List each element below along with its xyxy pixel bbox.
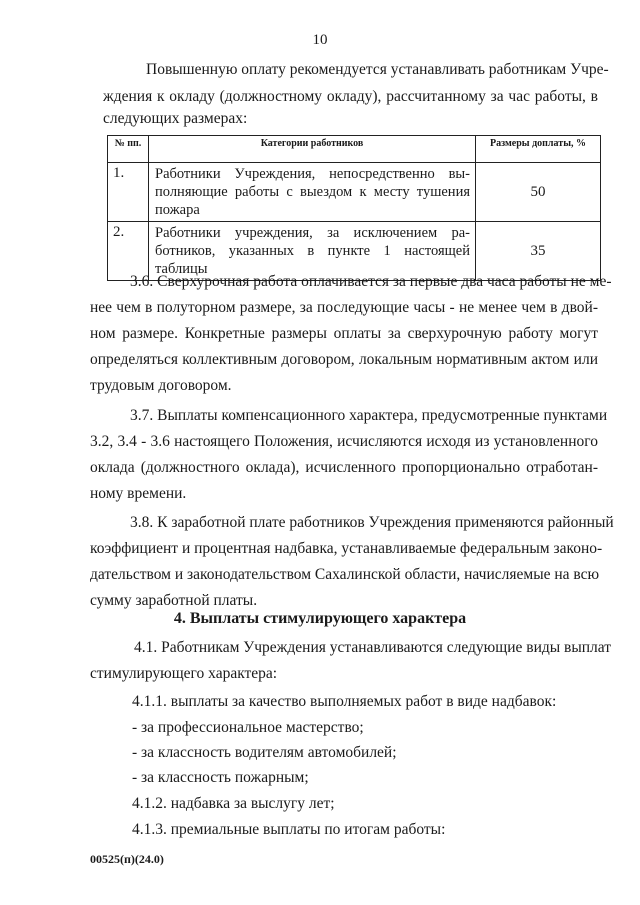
intro-line: следующих размерах: xyxy=(103,110,248,127)
paragraph-3-8-line: 3.8. К заработной плате работников Учреждения применяются районный xyxy=(130,514,614,531)
paragraph-3-7-line: 3.2, 3.4 - 3.6 настоящего Положения, исчисляются исходя из установленного xyxy=(90,433,598,450)
intro-line: ждения к окладу (должностному окладу), рассчитанному за час работы, в xyxy=(103,88,598,105)
row-rate: 50 xyxy=(476,163,601,222)
category-line: полняющие работы с выездом к месту тушения xyxy=(155,184,470,200)
header-rate: Размеры доплаты, % xyxy=(476,136,601,163)
row-number: 2. xyxy=(108,222,149,281)
category-line: ботников, указанных в пункте 1 настоящей xyxy=(155,243,470,259)
row-category xyxy=(149,163,476,222)
page-number: 10 xyxy=(312,32,328,48)
paragraph-3-8-line: коэффициент и процентная надбавка, устанавливаемые федеральным законо- xyxy=(90,540,603,557)
list-item: - за профессиональное мастерство; xyxy=(132,719,364,736)
section-heading: 4. Выплаты стимулирующего характера xyxy=(173,610,467,627)
paragraph-3-6-line: 3.6. Сверхурочная работа оплачивается за первые два часа работы не ме- xyxy=(130,273,612,290)
paragraph-3-7-line: оклада (должностного оклада), исчисленного пропорционально отработан- xyxy=(90,459,598,476)
paragraph-3-6-line: определяться коллективным договором, локальным нормативным актом или xyxy=(90,351,598,368)
list-item: 4.1.2. надбавка за выслугу лет; xyxy=(132,795,335,812)
list-item: - за классность пожарным; xyxy=(132,769,309,786)
paragraph-4-1-line: стимулирующего характера: xyxy=(90,665,278,682)
paragraph-3-7-line: 3.7. Выплаты компенсационного характера, предусмотренные пунктами xyxy=(130,407,608,424)
paragraph-3-6-line: нее чем в полуторном размере, за последующие часы - не менее чем в двой- xyxy=(90,299,598,316)
document-code: 00525(п)(24.0) xyxy=(90,852,164,866)
category-line: Работники учреждения, за исключением ра- xyxy=(155,225,470,241)
header-category: Категории работников xyxy=(149,136,476,163)
table-row xyxy=(108,163,601,222)
paragraph-3-8-line: сумму заработной платы. xyxy=(90,592,258,609)
paragraph-3-7-line: ному времени. xyxy=(90,485,187,502)
paragraph-3-8-line: дательством и законодательством Сахалинской области, начисляемые на всю xyxy=(90,566,600,583)
row-rate: 35 xyxy=(476,222,601,281)
row-number: 1. xyxy=(108,163,149,222)
table-header-row xyxy=(108,136,601,163)
list-item: 4.1.1. выплаты за качество выполняемых работ в виде надбавок: xyxy=(132,693,557,710)
intro-line: Повышенную оплату рекомендуется устанавливать работникам Учре- xyxy=(146,61,609,78)
category-line: Работники Учреждения, непосредственно вы- xyxy=(155,166,470,182)
list-item: 4.1.3. премиальные выплаты по итогам работы: xyxy=(132,821,446,838)
paragraph-4-1-line: 4.1. Работникам Учреждения устанавливаются следующие виды выплат xyxy=(134,639,612,656)
category-line: пожара xyxy=(155,202,200,218)
header-num: № пп. xyxy=(108,136,149,163)
paragraph-3-6-line: трудовым договором. xyxy=(90,377,232,394)
category-line: таблицы xyxy=(155,261,208,277)
paragraph-3-6-line: ном размере. Конкретные размеры оплаты за сверхурочную работу могут xyxy=(90,325,598,342)
payment-table xyxy=(107,135,601,281)
list-item: - за классность водителям автомобилей; xyxy=(132,744,397,761)
